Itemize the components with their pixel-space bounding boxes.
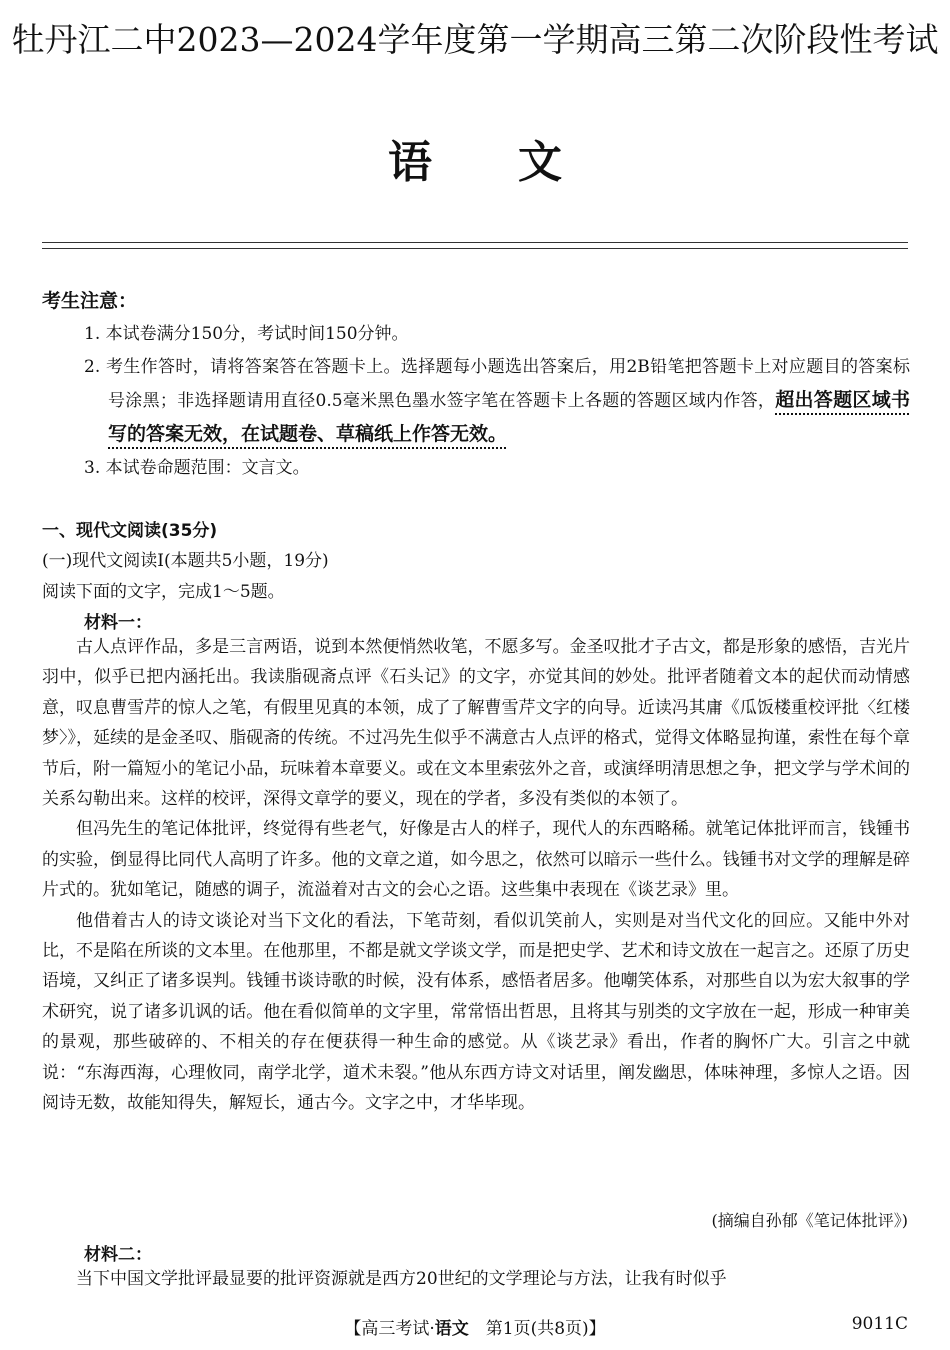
material2-body bbox=[42, 1264, 910, 1294]
paper-code: 9011C bbox=[851, 1314, 908, 1334]
notice-item-2-text: 2. 考生作答时，请将答案答在答题卡上。选择题每小题选出答案后，用2B铅笔把答题卡上对应题目的答案标号涂黑；非选择题请用直径0.5毫米黑色墨水签字笔在答题卡上各题的答题区域内作答， bbox=[84, 357, 910, 411]
footer-prefix: 【高三考试· bbox=[344, 1319, 435, 1339]
page-footer bbox=[0, 1314, 950, 1339]
subject-title: 语文 bbox=[388, 137, 648, 188]
material1-paragraph: 但冯先生的笔记体批评，终觉得有些老气，好像是古人的样子，现代人的东西略稀。就笔记体批评而言，钱锺书的实验，倒显得比同代人高明了许多。他的文章之道，如今思之，依然可以暗示一些什么。钱锺书对文学的理解是碎片式的。犹如笔记，随感的调子，流溢着对古文的会心之语。这些集中表现在《谈艺录》里。 bbox=[42, 819, 910, 901]
footer-page-info: 第1页(共8页)】 bbox=[468, 1319, 606, 1339]
notice-list bbox=[84, 318, 910, 485]
material1-paragraph: 古人点评作品，多是三言两语，说到本然便悄然收笔，不愿多写。金圣叹批才子古文，都是形象的感悟，吉光片羽中，似乎已把内涵托出。我读脂砚斋点评《石头记》的文字，亦觉其间的妙处。批评者随着文本的起伏而动情感意，叹息曹雪芹的惊人之笔，有假里见真的本领，成了了解曹雪芹文字的向导。近读冯其庸《瓜饭楼重校评批〈红楼梦〉》，延续的是金圣叹、脂砚斋的传统。不过冯先生似乎不满意古人点评的格式，觉得文体略显拘谨，索性在每个章节后，附一篇短小的笔记小品，玩味着本章要义。或在文本里索弦外之音，或演绎明清思想之争，把文学与学术间的关系勾勒出来。这样的校评，深得文章学的要义，现在的学者，多没有类似的本领了。 bbox=[42, 637, 910, 810]
notice-item-2-emphasis: 超出答题区域书写的答案无效，在试题卷、草稿纸上作答无效。 bbox=[108, 389, 910, 445]
notice-item-2 bbox=[84, 351, 910, 452]
header-divider-top bbox=[42, 242, 908, 243]
footer-subject: 语文 bbox=[434, 1319, 469, 1339]
material1-body bbox=[42, 632, 910, 1119]
section-heading: 一、现代文阅读(35分) bbox=[42, 521, 218, 541]
material2-paragraph: 当下中国文学批评最显要的批评资源就是西方20世纪的文学理论与方法，让我有时似乎 bbox=[76, 1269, 727, 1289]
header-divider-bottom bbox=[42, 248, 908, 249]
notice-heading: 考生注意： bbox=[42, 290, 138, 312]
notice-item-3: 3. 本试卷命题范围：文言文。 bbox=[84, 458, 310, 478]
notice-item-1: 1. 本试卷满分150分，考试时间150分钟。 bbox=[84, 324, 409, 344]
material1-source: (摘编自孙郁《笔记体批评》) bbox=[711, 1211, 908, 1230]
subsection-heading: (一)现代文阅读Ⅰ(本题共5小题，19分) bbox=[42, 551, 329, 571]
material1-label: 材料一： bbox=[84, 613, 152, 633]
exam-title: 牡丹江二中2023—2024学年度第一学期高三第二次阶段性考试 bbox=[11, 20, 939, 59]
reading-instruction: 阅读下面的文字，完成1～5题。 bbox=[42, 582, 285, 602]
material2-label: 材料二： bbox=[84, 1245, 152, 1265]
material1-paragraph: 他借着古人的诗文谈论对当下文化的看法，下笔苛刻，看似讥笑前人，实则是对当代文化的回应。又能中外对比，不是陷在所谈的文本里。在他那里，不都是就文学谈文学，而是把史学、艺术和诗文放在一起言之。还原了历史语境，又纠正了诸多误判。钱锺书谈诗歌的时候，没有体系，感悟者居多。他嘲笑体系，对那些自以为宏大叙事的学术研究，说了诸多讥讽的话。他在看似简单的文字里，常常悟出哲思，且将其与别类的文字放在一起，形成一种审美的景观，那些破碎的、不相关的存在便获得一种生命的感觉。从《谈艺录》看出，作者的胸怀广大。引言之中就说：“东海西海，心理攸同，南学北学，道术未裂。”他从东西方诗文对话里，阐发幽思，体味神理，多惊人之语。因阅诗无数，故能知得失，解短长，通古今。文字之中，才华毕现。 bbox=[42, 910, 910, 1114]
